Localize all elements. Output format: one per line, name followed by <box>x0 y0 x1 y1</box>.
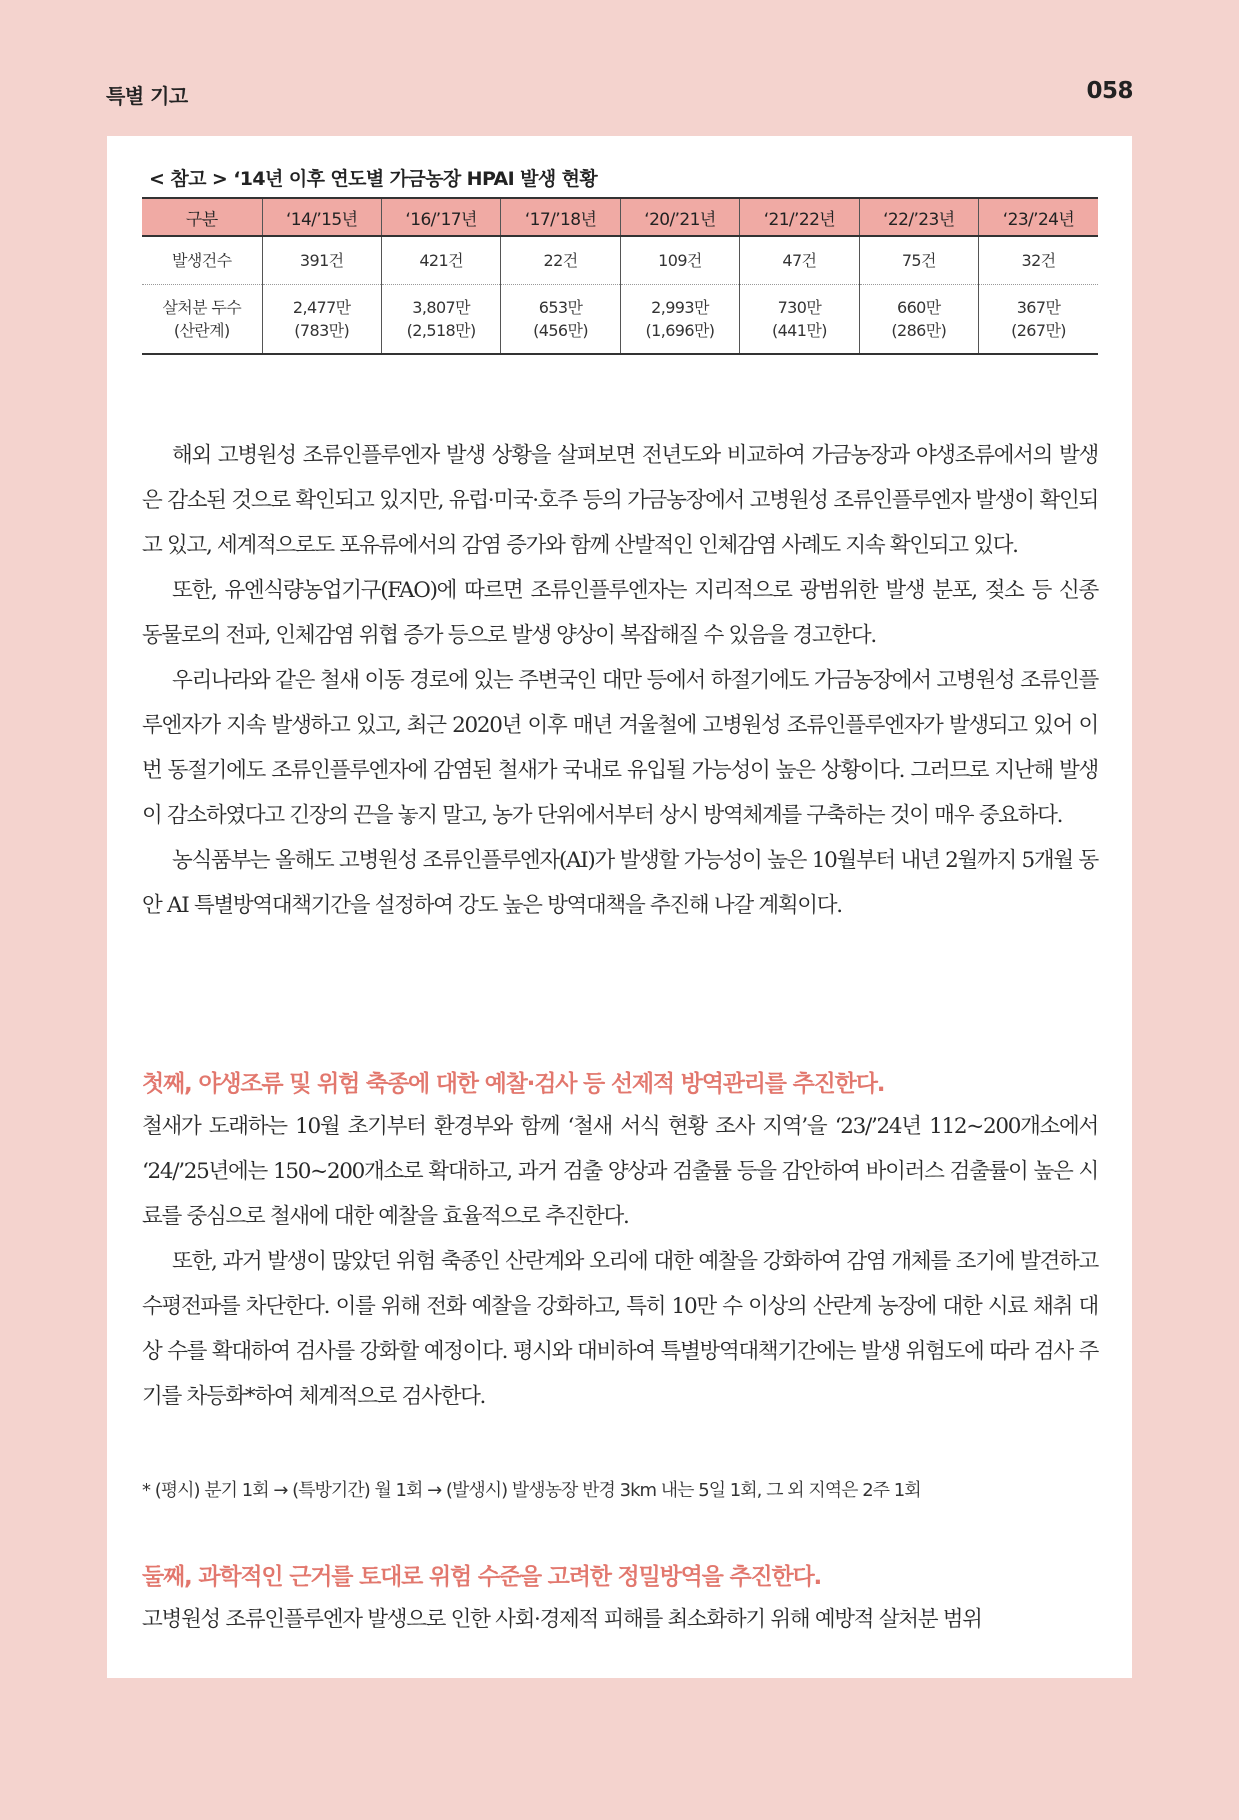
cell-total: 2,477만 <box>292 298 351 317</box>
reference-table-title: < 참고 > ‘14년 이후 연도별 가금농장 HPAI 발생 현황 <box>149 168 598 190</box>
table-row <box>142 285 1098 355</box>
cell-total: 653만 <box>538 298 583 317</box>
cell-layer: (286만) <box>891 321 947 340</box>
paragraph: 해외 고병원성 조류인플루엔자 발생 상황을 살펴보면 전년도와 비교하여 가금농장과 야생조류에서의 발생은 감소된 것으로 확인되고 있지만, 유럽·미국·호주 등의 가금농장에서 고병원성 조류인플루엔자 발생이 확인되고 있고, 세계적으로도 포유류에서의 감염 증가와 함께 산발적인 인체감염 사례도 지속 확인되고 있다. <box>142 443 1098 558</box>
table-cell: 109건 <box>620 236 739 285</box>
hpai-table <box>142 197 1098 355</box>
table-cell: 47건 <box>740 236 859 285</box>
cell-layer: (441만) <box>771 321 827 340</box>
paragraph: 또한, 유엔식량농업기구(FAO)에 따르면 조류인플루엔자는 지리적으로 광범위한 발생 분포, 젖소 등 신종 동물로의 전파, 인체감염 위협 증가 등으로 발생 양상이 복잡해질 수 있음을 경고한다. <box>142 578 1098 648</box>
table-cell: 32건 <box>979 236 1098 285</box>
section-label: 특별 기고 <box>106 84 188 108</box>
cell-layer: (2,518만) <box>406 321 476 340</box>
cell-total: 367만 <box>1016 298 1061 317</box>
cell-layer: (1,696만) <box>645 321 715 340</box>
cell-layer: (783만) <box>294 321 350 340</box>
table-cell: 22건 <box>501 236 620 285</box>
paragraph: 우리나라와 같은 철새 이동 경로에 있는 주변국인 대만 등에서 하절기에도 가금농장에서 고병원성 조류인플루엔자가 지속 발생하고 있고, 최근 2020년 이후 매년 겨울철에 고병원성 조류인플루엔자가 발생되고 있어 이번 동절기에도 조류인플루엔자에 감염된 철새가 국내로 유입될 가능성이 높은 상황이다. 그러므로 지난해 발생이 감소하였다고 긴장의 끈을 놓지 말고, 농가 단위에서부터 상시 방역체계를 구축하는 것이 매우 중요하다. <box>142 668 1098 828</box>
footnote: * (평시) 분기 1회 → (특방기간) 월 1회 → (발생시) 발생농장 반경 3km 내는 5일 1회, 그 외 지역은 2주 1회 <box>142 1480 921 1501</box>
paragraph: 고병원성 조류인플루엔자 발생으로 인한 사회·경제적 피해를 최소화하기 위해 예방적 살처분 범위 <box>142 1607 982 1632</box>
paragraph: 또한, 과거 발생이 많았던 위험 축종인 산란계와 오리에 대한 예찰을 강화하여 감염 개체를 조기에 발견하고 수평전파를 차단한다. 이를 위해 전화 예찰을 강화하고, 특히 10만 수 이상의 산란계 농장에 대한 시료 채취 대상 수를 확대하여 검사를 강화할 예정이다. 평시와 대비하여 특별방역대책기간에는 발생 위험도에 따라 검사 주기를 차등화*하여 체계적으로 검사한다. <box>142 1249 1098 1409</box>
cell-layer: (267만) <box>1011 321 1066 340</box>
paragraph: 농식품부는 올해도 고병원성 조류인플루엔자(AI)가 발생할 가능성이 높은 10월부터 내년 2월까지 5개월 동안 AI 특별방역대책기간을 설정하여 강도 높은 방역대책을 추진해 나갈 계획이다. <box>142 848 1098 918</box>
cell-total: 2,993만 <box>651 298 709 317</box>
row-label: 발생건수 <box>142 236 262 285</box>
table-header-cell: ‘16/’17년 <box>381 198 500 236</box>
cell-total: 3,807만 <box>412 298 470 317</box>
table-header-row <box>142 198 1098 236</box>
section2-heading: 둘째, 과학적인 근거를 토대로 위험 수준을 고려한 정밀방역을 추진한다. <box>142 1564 822 1590</box>
table-cell <box>979 285 1098 355</box>
cell-total: 730만 <box>777 298 822 317</box>
section2-body <box>142 1597 1098 1642</box>
cell-total: 660만 <box>897 298 941 317</box>
cell-layer: (456만) <box>533 321 588 340</box>
table-header-cell: ‘22/’23년 <box>859 198 978 236</box>
table-header-cell: ‘14/’15년 <box>262 198 381 236</box>
table-header-cell: 구분 <box>142 198 262 236</box>
section1-heading: 첫째, 야생조류 및 위험 축종에 대한 예찰·검사 등 선제적 방역관리를 추진한다. <box>142 1071 885 1097</box>
table-cell <box>381 285 500 355</box>
intro-body <box>142 433 1098 928</box>
section1-body <box>142 1104 1098 1419</box>
table-header-cell: ‘17/’18년 <box>501 198 620 236</box>
row-label <box>142 285 262 355</box>
table-cell <box>740 285 859 355</box>
table-cell: 75건 <box>859 236 978 285</box>
table-cell <box>620 285 739 355</box>
table-cell <box>501 285 620 355</box>
table-cell: 421건 <box>381 236 500 285</box>
table-header-cell: ‘20/’21년 <box>620 198 739 236</box>
row-label-line: 살처분 두수 <box>162 298 242 317</box>
article-card <box>107 136 1132 1678</box>
table-cell: 391건 <box>262 236 381 285</box>
row-label-line: (산란계) <box>173 321 230 340</box>
paragraph: 철새가 도래하는 10월 초기부터 환경부와 함께 ‘철새 서식 현황 조사 지역’을 ‘23/’24년 112~200개소에서 ‘24/’25년에는 150~200개소로 확대하고, 과거 검출 양상과 검출률 등을 감안하여 바이러스 검출률이 높은 시료를 중심으로 철새에 대한 예찰을 효율적으로 추진한다. <box>142 1114 1098 1229</box>
table-cell <box>262 285 381 355</box>
table-header-cell: ‘21/’22년 <box>740 198 859 236</box>
page-number: 058 <box>1086 78 1133 104</box>
table-row <box>142 236 1098 285</box>
table-header-cell: ‘23/’24년 <box>979 198 1098 236</box>
table-cell <box>859 285 978 355</box>
